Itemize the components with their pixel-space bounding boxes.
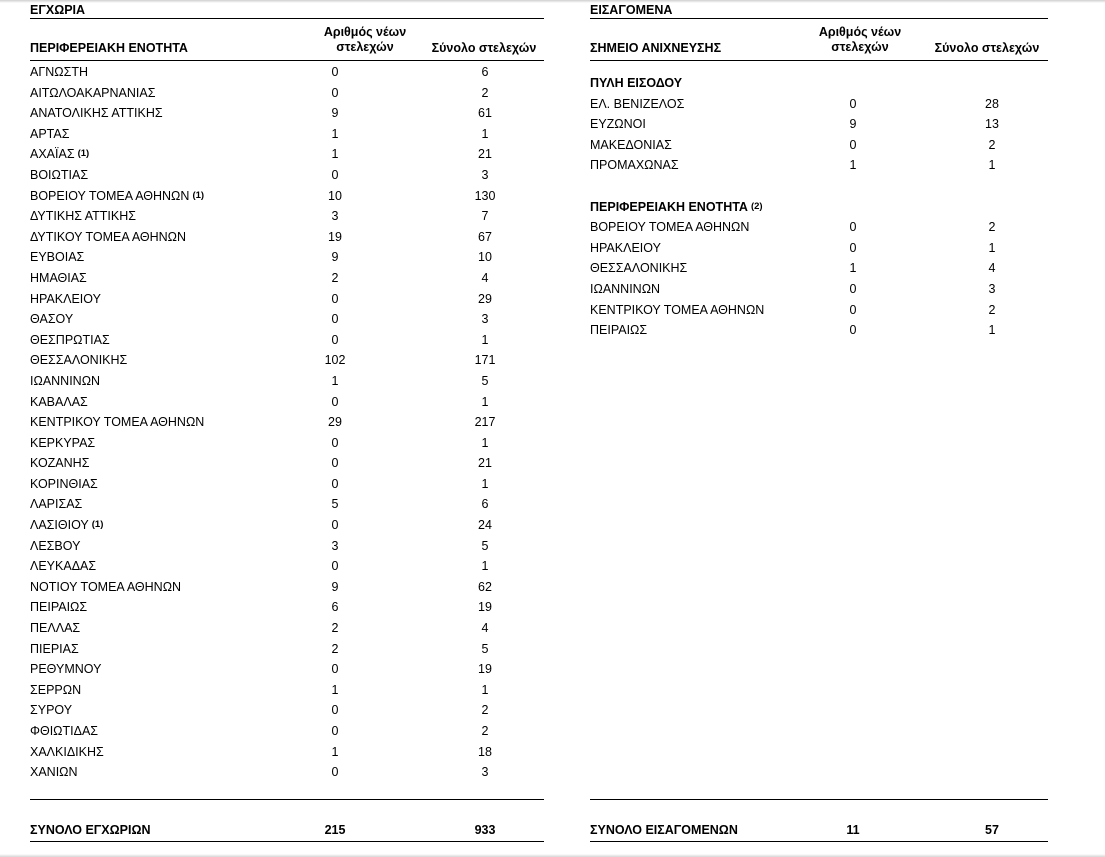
row-name-text: ΠΕΛΛΑΣ xyxy=(30,621,81,636)
row-name xyxy=(30,597,87,617)
row-total-count: 1 xyxy=(481,332,489,347)
row-name-text: ΗΡΑΚΛΕΙΟΥ xyxy=(30,291,101,306)
row-name-text: ΣΕΡΡΩΝ xyxy=(30,682,82,697)
row-new-count: 0 xyxy=(849,240,857,255)
row-total-count: 24 xyxy=(478,518,492,533)
row-total-count: 7 xyxy=(481,209,489,224)
table-row xyxy=(30,700,544,721)
row-total-count: 13 xyxy=(985,117,999,132)
table-row xyxy=(30,227,544,248)
footnote-marker: (1) xyxy=(192,189,205,201)
row-total-count: 4 xyxy=(481,621,489,636)
row-new-count: 0 xyxy=(331,85,339,100)
row-new-count: 1 xyxy=(331,682,339,697)
row-new-count: 9 xyxy=(331,106,339,121)
row-total-count: 1 xyxy=(481,476,489,491)
table-row xyxy=(30,289,544,310)
domestic-header-rule xyxy=(30,60,544,61)
row-name xyxy=(590,197,763,217)
row-name-text: ΒΟΡΕΙΟΥ ΤΟΜΕΑ ΑΘΗΝΩΝ xyxy=(590,220,750,235)
row-name xyxy=(30,124,69,144)
domestic-total-new: 215 xyxy=(324,823,346,837)
row-new-count: 0 xyxy=(331,394,339,409)
table-row xyxy=(590,155,1048,176)
row-name xyxy=(30,186,204,206)
row-name xyxy=(590,320,647,340)
row-total-count: 5 xyxy=(481,538,489,553)
domestic-rows xyxy=(30,62,544,783)
row-new-count: 1 xyxy=(331,126,339,141)
row-name xyxy=(590,217,749,237)
table-row xyxy=(30,536,544,557)
row-total-count: 5 xyxy=(481,641,489,656)
row-name-text: ΙΩΑΝΝΙΝΩΝ xyxy=(30,373,101,388)
row-name xyxy=(30,618,80,638)
domestic-col3-header: Σύνολο στελεχών xyxy=(431,41,537,55)
row-total-count: 18 xyxy=(478,744,492,759)
row-name-text: ΣΥΡΟΥ xyxy=(30,703,73,718)
row-name xyxy=(30,762,78,782)
row-new-count: 0 xyxy=(331,435,339,450)
row-total-count: 130 xyxy=(474,188,496,203)
row-name xyxy=(590,258,687,278)
table-row xyxy=(30,474,544,495)
table-row xyxy=(30,62,544,83)
row-name-text: ΘΕΣΣΑΛΟΝΙΚΗΣ xyxy=(590,261,688,276)
row-new-count: 0 xyxy=(331,559,339,574)
row-total-count: 3 xyxy=(481,765,489,780)
row-new-count: 0 xyxy=(849,220,857,235)
row-new-count: 0 xyxy=(849,281,857,296)
domestic-total-label: ΣΥΝΟΛΟ ΕΓΧΩΡΙΩΝ xyxy=(30,823,151,837)
imported-col2-header-line1: Αριθμός νέων xyxy=(818,25,902,39)
row-new-count: 2 xyxy=(331,641,339,656)
row-total-count: 171 xyxy=(474,353,496,368)
row-name xyxy=(30,474,98,494)
row-name xyxy=(30,392,88,412)
row-total-count: 3 xyxy=(481,167,489,182)
footnote-marker: (1) xyxy=(77,148,90,160)
row-name-text: ΠΡΟΜΑΧΩΝΑΣ xyxy=(590,158,679,173)
row-new-count: 0 xyxy=(331,765,339,780)
table-row xyxy=(30,247,544,268)
table-row xyxy=(30,556,544,577)
table-row xyxy=(30,124,544,145)
row-name xyxy=(30,742,104,762)
table-row xyxy=(590,300,1048,321)
imported-total-all: 57 xyxy=(985,823,999,837)
table-row xyxy=(30,742,544,763)
row-total-count: 1 xyxy=(481,682,489,697)
row-total-count: 4 xyxy=(988,261,996,276)
row-new-count: 9 xyxy=(849,117,857,132)
table-row xyxy=(590,279,1048,300)
imported-header-rule xyxy=(590,60,1048,61)
row-new-count: 0 xyxy=(331,291,339,306)
row-new-count: 10 xyxy=(328,188,342,203)
row-name-text: ΜΑΚΕΔΟΝΙΑΣ xyxy=(590,137,672,152)
row-name-text: ΕΥΒΟΙΑΣ xyxy=(30,250,85,265)
row-name-text: ΚΕΝΤΡΙΚΟΥ ΤΟΜΕΑ ΑΘΗΝΩΝ xyxy=(30,415,205,430)
row-total-count: 21 xyxy=(478,147,492,162)
table-row xyxy=(30,577,544,598)
domestic-total-all: 933 xyxy=(474,823,496,837)
imported-col2-header xyxy=(785,25,935,55)
row-new-count: 1 xyxy=(331,147,339,162)
row-name xyxy=(30,83,155,103)
row-name-text: ΑΧΑΪΑΣ xyxy=(30,147,75,162)
row-total-count: 67 xyxy=(478,229,492,244)
row-new-count: 9 xyxy=(331,250,339,265)
row-name xyxy=(30,309,73,329)
row-name xyxy=(30,536,80,556)
imported-title-rule xyxy=(590,18,1048,19)
row-total-count: 217 xyxy=(474,415,496,430)
row-new-count: 2 xyxy=(331,621,339,636)
row-name xyxy=(30,350,127,370)
table-row xyxy=(30,330,544,351)
table-row xyxy=(30,659,544,680)
imported-col1-header: ΣΗΜΕΙΟ ΑΝΙΧΝΕΥΣΗΣ xyxy=(590,41,722,55)
row-name-text: ΒΟΙΩΤΙΑΣ xyxy=(30,167,89,182)
row-name-text: ΠΥΛΗ ΕΙΣΟΔΟΥ xyxy=(590,76,683,90)
row-new-count: 102 xyxy=(324,353,346,368)
row-name xyxy=(30,165,88,185)
row-new-count: 0 xyxy=(849,302,857,317)
row-new-count: 5 xyxy=(331,497,339,512)
row-name-text: ΛΑΣΙΘΙΟΥ xyxy=(30,518,89,533)
row-new-count: 0 xyxy=(331,332,339,347)
row-name-text: ΙΩΑΝΝΙΝΩΝ xyxy=(590,281,661,296)
row-name-text: ΑΡΤΑΣ xyxy=(30,126,70,141)
row-total-count: 1 xyxy=(481,435,489,450)
table-row xyxy=(30,597,544,618)
row-total-count: 1 xyxy=(481,126,489,141)
table-row xyxy=(590,94,1048,115)
row-total-count: 2 xyxy=(481,703,489,718)
group-header-row xyxy=(590,73,1048,94)
row-name xyxy=(590,135,672,155)
row-total-count: 28 xyxy=(985,96,999,111)
table-row xyxy=(30,639,544,660)
row-name xyxy=(590,114,646,134)
row-new-count: 0 xyxy=(331,167,339,182)
row-new-count: 0 xyxy=(849,137,857,152)
row-total-count: 21 xyxy=(478,456,492,471)
domestic-total-rule xyxy=(30,841,544,842)
row-name-text: ΚΑΒΑΛΑΣ xyxy=(30,394,88,409)
row-total-count: 19 xyxy=(478,600,492,615)
row-name xyxy=(30,103,163,123)
row-name-text: ΠΕΡΙΦΕΡΕΙΑΚΗ ΕΝΟΤΗΤΑ xyxy=(590,199,748,214)
row-new-count: 3 xyxy=(331,209,339,224)
row-new-count: 1 xyxy=(331,373,339,388)
row-total-count: 29 xyxy=(478,291,492,306)
row-name xyxy=(590,94,684,114)
row-name xyxy=(590,73,682,93)
row-name-text: ΚΟΡΙΝΘΙΑΣ xyxy=(30,476,98,491)
row-name-text: ΚΟΖΑΝΗΣ xyxy=(30,456,90,471)
row-total-count: 3 xyxy=(988,281,996,296)
row-name-text: ΕΛ. ΒΕΝΙΖΕΛΟΣ xyxy=(590,96,685,111)
row-new-count: 0 xyxy=(331,662,339,677)
table-row xyxy=(30,494,544,515)
table-row xyxy=(590,114,1048,135)
row-total-count: 19 xyxy=(478,662,492,677)
row-name-text: ΚΕΝΤΡΙΚΟΥ ΤΟΜΕΑ ΑΘΗΝΩΝ xyxy=(590,302,765,317)
row-new-count: 1 xyxy=(849,158,857,173)
footnote-marker: (1) xyxy=(91,519,104,531)
row-name xyxy=(30,639,79,659)
row-name-text: ΔΥΤΙΚΟΥ ΤΟΜΕΑ ΑΘΗΝΩΝ xyxy=(30,229,187,244)
row-name xyxy=(30,227,186,247)
row-name-text: ΚΕΡΚΥΡΑΣ xyxy=(30,435,96,450)
row-total-count: 2 xyxy=(988,220,996,235)
table-row xyxy=(30,618,544,639)
imported-bottom-rule xyxy=(590,799,1048,800)
row-name xyxy=(30,577,181,597)
row-name-text: ΘΕΣΣΑΛΟΝΙΚΗΣ xyxy=(30,353,128,368)
row-total-count: 2 xyxy=(481,724,489,738)
row-name-text: ΛΕΣΒΟΥ xyxy=(30,538,81,553)
table-row xyxy=(30,515,544,536)
domestic-col2-header xyxy=(290,25,440,55)
row-name xyxy=(30,433,95,453)
table-row xyxy=(30,721,544,742)
row-name-text: ΗΡΑΚΛΕΙΟΥ xyxy=(590,240,661,255)
domestic-table xyxy=(30,0,544,857)
domestic-title: ΕΓΧΩΡΙΑ xyxy=(30,3,86,17)
row-total-count: 1 xyxy=(481,394,489,409)
table-row xyxy=(30,453,544,474)
row-name-text: ΠΕΙΡΑΙΩΣ xyxy=(590,323,648,338)
row-name xyxy=(30,62,88,82)
row-name-text: ΠΙΕΡΙΑΣ xyxy=(30,641,79,656)
domestic-bottom-rule xyxy=(30,799,544,800)
row-new-count: 0 xyxy=(331,476,339,491)
row-new-count: 0 xyxy=(849,96,857,111)
spacer-row xyxy=(590,176,1048,197)
row-new-count: 3 xyxy=(331,538,339,553)
row-name-text: ΦΘΙΩΤΙΔΑΣ xyxy=(30,724,99,738)
table-row xyxy=(30,144,544,165)
row-name-text: ΧΑΝΙΩΝ xyxy=(30,765,78,780)
table-row xyxy=(30,165,544,186)
table-row xyxy=(590,320,1048,341)
table-row xyxy=(590,135,1048,156)
table-row xyxy=(30,103,544,124)
row-name-text: ΘΑΣΟΥ xyxy=(30,312,74,327)
row-name-text: ΑΓΝΩΣΤΗ xyxy=(30,65,88,79)
row-name xyxy=(30,144,89,164)
row-name-text: ΗΜΑΘΙΑΣ xyxy=(30,270,87,285)
row-name-text: ΕΥΖΩΝΟΙ xyxy=(590,117,646,132)
row-total-count: 61 xyxy=(478,106,492,121)
table-row xyxy=(30,412,544,433)
row-total-count: 1 xyxy=(481,559,489,574)
row-name xyxy=(30,700,72,720)
row-name xyxy=(30,268,87,288)
row-new-count: 0 xyxy=(331,456,339,471)
row-name xyxy=(30,247,84,267)
row-name xyxy=(30,515,103,535)
row-new-count: 2 xyxy=(331,270,339,285)
row-total-count: 3 xyxy=(481,312,489,327)
row-name xyxy=(30,494,82,514)
table-row xyxy=(30,350,544,371)
row-new-count: 19 xyxy=(328,229,342,244)
domestic-col2-header-line2: στελεχών xyxy=(336,40,394,54)
row-name-text: ΒΟΡΕΙΟΥ ΤΟΜΕΑ ΑΘΗΝΩΝ xyxy=(30,188,190,203)
row-total-count: 10 xyxy=(478,250,492,265)
row-new-count: 0 xyxy=(331,518,339,533)
table-row xyxy=(30,83,544,104)
row-name xyxy=(30,412,204,432)
row-total-count: 2 xyxy=(988,302,996,317)
row-total-count: 6 xyxy=(481,65,489,79)
imported-col2-header-line2: στελεχών xyxy=(831,40,889,54)
row-name-text: ΔΥΤΙΚΗΣ ΑΤΤΙΚΗΣ xyxy=(30,209,136,224)
domestic-col1-header: ΠΕΡΙΦΕΡΕΙΑΚΗ ΕΝΟΤΗΤΑ xyxy=(30,41,188,55)
table-row xyxy=(590,238,1048,259)
row-name-text: ΛΕΥΚΑΔΑΣ xyxy=(30,559,97,574)
table-row xyxy=(30,433,544,454)
row-new-count: 29 xyxy=(328,415,342,430)
imported-title: ΕΙΣΑΓΟΜΕΝΑ xyxy=(590,3,673,17)
row-name xyxy=(590,238,661,258)
row-total-count: 2 xyxy=(481,85,489,100)
imported-rows xyxy=(590,73,1048,341)
table-row xyxy=(30,371,544,392)
row-new-count: 0 xyxy=(331,312,339,327)
row-name-text: ΑΝΑΤΟΛΙΚΗΣ ΑΤΤΙΚΗΣ xyxy=(30,106,163,121)
row-name xyxy=(30,659,101,679)
imported-table xyxy=(590,0,1048,857)
row-total-count: 4 xyxy=(481,270,489,285)
footnote-marker: (2) xyxy=(750,200,763,212)
row-total-count: 1 xyxy=(988,323,996,338)
row-name xyxy=(30,371,100,391)
table-row xyxy=(30,309,544,330)
table-row xyxy=(30,762,544,783)
row-total-count: 1 xyxy=(988,158,996,173)
imported-col3-header: Σύνολο στελεχών xyxy=(934,41,1040,55)
row-name-text: ΑΙΤΩΛΟΑΚΑΡΝΑΝΙΑΣ xyxy=(30,85,156,100)
table-row xyxy=(30,206,544,227)
row-name-text: ΘΕΣΠΡΩΤΙΑΣ xyxy=(30,332,110,347)
row-name xyxy=(590,279,660,299)
row-name xyxy=(30,289,101,309)
row-new-count: 0 xyxy=(331,703,339,718)
table-row xyxy=(30,268,544,289)
row-name xyxy=(30,680,81,700)
row-name xyxy=(30,556,96,576)
row-total-count: 5 xyxy=(481,373,489,388)
row-total-count: 6 xyxy=(481,497,489,512)
row-name-text: ΛΑΡΙΣΑΣ xyxy=(30,497,83,512)
table-row xyxy=(30,680,544,701)
imported-total-label: ΣΥΝΟΛΟ ΕΙΣΑΓΟΜΕΝΩΝ xyxy=(590,823,738,837)
imported-total-new: 11 xyxy=(846,823,860,837)
row-name xyxy=(30,453,89,473)
imported-total-rule xyxy=(590,841,1048,842)
row-new-count: 1 xyxy=(849,261,857,276)
row-total-count: 1 xyxy=(988,240,996,255)
row-new-count: 9 xyxy=(331,579,339,594)
row-new-count: 0 xyxy=(331,65,339,79)
row-name-text: ΝΟΤΙΟΥ ΤΟΜΕΑ ΑΘΗΝΩΝ xyxy=(30,579,182,594)
table-row xyxy=(590,217,1048,238)
row-name xyxy=(30,206,136,226)
row-name-text: ΧΑΛΚΙΔΙΚΗΣ xyxy=(30,744,104,759)
row-new-count: 1 xyxy=(331,744,339,759)
domestic-col2-header-line1: Αριθμός νέων xyxy=(323,25,407,39)
table-row xyxy=(590,258,1048,279)
row-name xyxy=(30,721,98,741)
row-name-text: ΡΕΘΥΜΝΟΥ xyxy=(30,662,102,677)
row-name xyxy=(590,155,679,175)
row-name xyxy=(30,330,110,350)
row-name-text: ΠΕΙΡΑΙΩΣ xyxy=(30,600,88,615)
table-row xyxy=(30,186,544,207)
row-new-count: 0 xyxy=(849,323,857,338)
group-header-row xyxy=(590,197,1048,218)
domestic-title-rule xyxy=(30,18,544,19)
row-name xyxy=(590,300,764,320)
row-total-count: 62 xyxy=(478,579,492,594)
row-total-count: 2 xyxy=(988,137,996,152)
row-new-count: 0 xyxy=(331,724,339,738)
row-new-count: 6 xyxy=(331,600,339,615)
table-row xyxy=(30,392,544,413)
